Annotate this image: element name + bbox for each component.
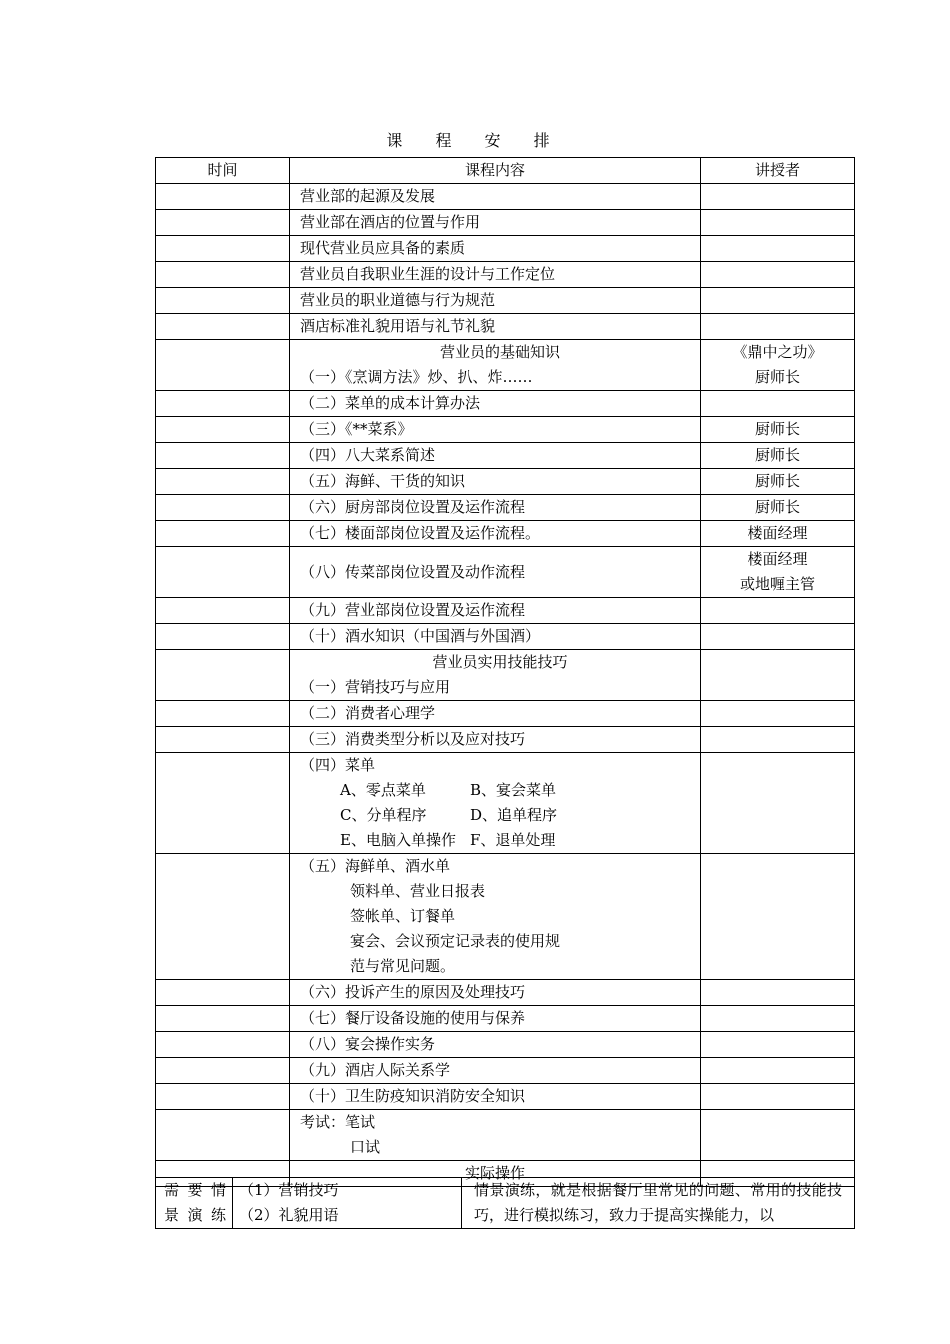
table-row bbox=[156, 184, 855, 210]
course-table bbox=[155, 157, 855, 1187]
section-practical-skills: 营业员实用技能技巧 （一）营销技巧与应用 bbox=[156, 650, 855, 701]
header-content: 课程内容 bbox=[290, 158, 701, 184]
table-row: （九）酒店人际关系学 bbox=[156, 1058, 855, 1084]
row-content: 营业员自我职业生涯的设计与工作定位 bbox=[290, 262, 701, 288]
page-title: 课 程 安 排 bbox=[386, 131, 564, 150]
table-row: （二）消费者心理学 bbox=[156, 701, 855, 727]
lecturer: 厨师长 bbox=[754, 368, 800, 386]
table-row-forms: （五）海鲜单、酒水单 领料单、营业日报表 签帐单、订餐单 宴会、会议预定记录表的使用规 范与常见问题。 bbox=[156, 854, 855, 980]
table-row: （六）厨房部岗位设置及运作流程 厨师长 bbox=[156, 495, 855, 521]
section-basic-knowledge bbox=[156, 340, 855, 391]
row-content: 现代营业员应具备的素质 bbox=[290, 236, 701, 262]
scenario-table: 需要情 景演练 （1）营销技巧 （2）礼貌用语 情景演练，就是根据餐厅里常见的问题、常用的技能技巧，进行模拟练习，致力于提高实操能力，以 bbox=[155, 1177, 855, 1229]
table-row-exam: 考试：笔试 口试 bbox=[156, 1110, 855, 1161]
table-row: （十）卫生防疫知识消防安全知识 bbox=[156, 1084, 855, 1110]
table-row: （九）营业部岗位设置及运作流程 bbox=[156, 598, 855, 624]
scenario-label: 需要情 bbox=[164, 1181, 226, 1199]
lecturer: 《鼎中之功》 bbox=[732, 343, 823, 361]
row-content: 营业员的职业道德与行为规范 bbox=[290, 288, 701, 314]
table-row: （六）投诉产生的原因及处理技巧 bbox=[156, 980, 855, 1006]
row-content: （一）《烹调方法》炒、扒、炸…… bbox=[300, 368, 533, 386]
table-row bbox=[156, 236, 855, 262]
table-row bbox=[156, 262, 855, 288]
header-lecturer: 讲授者 bbox=[701, 158, 855, 184]
scenario-label: 景演练 bbox=[164, 1206, 226, 1224]
header-time: 时间 bbox=[156, 158, 290, 184]
table-header-row bbox=[156, 158, 855, 184]
table-row bbox=[156, 210, 855, 236]
practice-label: 实际操作 bbox=[290, 1161, 701, 1187]
table-row bbox=[156, 314, 855, 340]
table-row: （八）传菜部岗位设置及动作流程 楼面经理 或地喱主管 bbox=[156, 547, 855, 598]
row-content: 营业部在酒店的位置与作用 bbox=[290, 210, 701, 236]
table-row: （三）消费类型分析以及应对技巧 bbox=[156, 727, 855, 753]
scenario-description: 情景演练，就是根据餐厅里常见的问题、常用的技能技巧，进行模拟练习，致力于提高实操能力，以 bbox=[462, 1178, 855, 1229]
table-row: （七）楼面部岗位设置及运作流程。 楼面经理 bbox=[156, 521, 855, 547]
row-content: 营业部的起源及发展 bbox=[290, 184, 701, 210]
table-row bbox=[156, 288, 855, 314]
table-row: （五）海鲜、干货的知识 厨师长 bbox=[156, 469, 855, 495]
table-row: （三）《**菜系》 厨师长 bbox=[156, 417, 855, 443]
table-row-menu: （四）菜单 A、零点菜单 B、宴会菜单 C、分单程序 D、追单程序 E、电脑入单操作 F、退单处理 bbox=[156, 753, 855, 854]
table-row: （二）菜单的成本计算办法 bbox=[156, 391, 855, 417]
section-heading: 营业员的基础知识 bbox=[439, 343, 560, 361]
table-row: （八）宴会操作实务 bbox=[156, 1032, 855, 1058]
row-content: 酒店标准礼貌用语与礼节礼貌 bbox=[290, 314, 701, 340]
table-row: （十）酒水知识（中国酒与外国酒） bbox=[156, 624, 855, 650]
section-heading: 营业员实用技能技巧 bbox=[432, 653, 568, 671]
table-row: （四）八大菜系简述 厨师长 bbox=[156, 443, 855, 469]
table-row: （七）餐厅设备设施的使用与保养 bbox=[156, 1006, 855, 1032]
